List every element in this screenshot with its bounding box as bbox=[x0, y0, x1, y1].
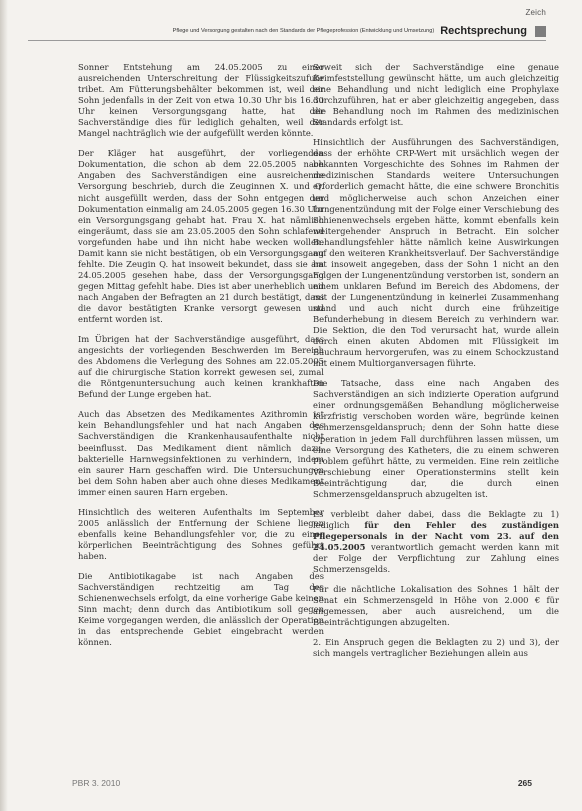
journal-issue: PBR 3. 2010 bbox=[72, 778, 121, 788]
emphasis-text: für den Fehler des zuständigen Pflegepersonals in der Nacht vom 23. auf den 24.05.2005 bbox=[313, 519, 559, 552]
paragraph: Für die nächtliche Lokalisation des Sohnes 1 hält der Senat ein Schmerzensgeld in Höhe von 2.000 € für angemessen, aber auch ausreichend, um die Beeinträchtigungen abzugelten. bbox=[313, 584, 559, 628]
paragraph-lead: Es verbleibt daher dabei, dass die Beklagte zu 1) lediglich bbox=[313, 508, 559, 530]
page-header bbox=[28, 22, 546, 41]
top-note: Zeich bbox=[525, 8, 546, 17]
scan-shadow bbox=[0, 0, 8, 811]
section-marker-block bbox=[535, 26, 546, 37]
paragraph: Soweit sich der Sachverständige eine genaue Keimfeststellung gewünscht hätte, um auch gleichzeitig eine Behandlung und nicht lediglich eine Prophylaxe durchzuführen, hat er aber gleichzeitig angegeben, dass die Behandlung noch im Rahmen des medizinischen Standards erfolgt ist. bbox=[313, 62, 559, 128]
paragraph: Sonner Entstehung am 24.05.2005 zu einer ausreichenden Unterschreitung der Flüssigkeitszufuhr tribet. Am Fütterungsbehälter bekommen ist, weil der Sohn jedenfalls in der Zeit von etwa 10.30 Uhr bis 16.30 Uhr keinen Versorgungsgang hatte, hat der Sachverständige dies für lediglich gehalten, weil der Mangel nachträglich wie der aufgefüllt werden könnte. bbox=[78, 62, 324, 139]
running-head: Pflege und Versorgung gestalten nach den Standards der Pflegeprofession (Entwicklung und Umsetzung) bbox=[172, 28, 435, 34]
paragraph: Im Übrigen hat der Sachverständige ausgeführt, dass angesichts der vorliegenden Beschwerden im Bereich des Abdomens die Verlegung des Sohnes am 22.05.2005 auf die chirurgische Station korrekt gewesen sei, zumal die Röntgenuntersuchung auch keinen krankhaften Befund der Lunge ergeben hat. bbox=[78, 334, 324, 400]
paragraph: Auch das Absetzen des Medikamentes Azithromin ist kein Behandlungsfehler und hat nach Angaben des Sachverständigen die Krankenhausaufenthalte nicht beeinflusst. Das Medikament dient nämlich dazu, bakterielle Harnwegsinfektionen zu verhindern, indem ein saurer Harn geschaffen wird. Die Untersuchungen bei dem Sohn haben aber auch ohne dieses Medikament immer einen sauren Harn ergeben. bbox=[78, 409, 324, 497]
paragraph: Hinsichtlich der Ausführungen des Sachverständigen, dass der erhöhte CRP-Wert mit ursächlich wegen der bekannten Vorgeschichte des Sohnes im Rahmen der medizinischen Standards weitere Untersuchungen erforderlich gemacht hätte, die eine schwere Bronchitis und möglicherweise auch schon Anzeichen einer Lungenentzündung mit der Folge einer Verschiebung des Schienenwechsels ergeben hätte, kommt ebenfalls kein weitergehender Anspruch in Betracht. Ein solcher Behandlungsfehler hätte nämlich keine Auswirkungen auf den weiteren Krankheitsverlauf. Der Sachverständige hat insoweit angegeben, dass der Sohn 1 nicht an den Folgen der Lungenentzündung verstorben ist, sondern an einem unklaren Befund im Bereich des Abdomens, der mit der Lungenentzündung in keinerlei Zusammenhang stand und auch nicht durch eine frühzeitige Befunderhebung in diesem Bereich zu verhindern war. Die Sektion, die den Tod verursacht hat, wurde allein durch einen akuten Abdomen mit Flüssigkeit im Bauchraum hervorgerufen, was zu einem Schockzustand mit einem Multiorganversagen führte. bbox=[313, 137, 559, 369]
paragraph: Die Tatsache, dass eine nach Angaben des Sachverständigen an sich indizierte Operation aufgrund einer ordnungsgemäßen Behandlung möglicherweise kurzfristig verschoben worden wäre, begründe keinen Schmerzensgeldanspruch; denn der Sohn hatte diese Operation in jedem Fall durchführen lassen müssen, um eine Versorgung des Katheters, die zu einem schweren Problem geführt hätte, zu vermeiden. Eine rein zeitliche Verschiebung einer Operationstermins stellt kein Beeinträchtigung dar, die durch einen Schmerzensgeldanspruch abzugelten ist. bbox=[313, 378, 559, 499]
paragraph: 2. Ein Anspruch gegen die Beklagten zu 2) und 3), der sich mangels vertraglicher Beziehungen allein aus bbox=[313, 637, 559, 659]
section-title: Rechtsprechung bbox=[440, 25, 527, 37]
paragraph: Hinsichtlich des weiteren Aufenthalts im September 2005 anlässlich der Entfernung der Schiene liegen ebenfalls keine Behandlungsfehler vor, die zu einer körperlichen Beeinträchtigung des Sohnes geführt haben. bbox=[78, 506, 324, 561]
paragraph: Die Antibiotikagabe ist nach Angaben des Sachverständigen rechtzeitig am Tag des Schienenwechsels erfolgt, da eine vorherige Gabe keinen Sinn macht; denn durch das Antibiotikum soll gegen Keime vorgegangen werden, die anlässlich der Operation in das entsprechende Gebiet eingebracht werden können. bbox=[78, 570, 324, 648]
page-footer bbox=[72, 778, 532, 788]
left-column bbox=[78, 62, 324, 648]
page-number: 265 bbox=[517, 778, 532, 788]
right-column bbox=[313, 62, 559, 659]
paragraph-tail: verantwortlich gemacht werden kann mit der Folge der Verpflichtung zur Zahlung eines Schmerzensgelds. bbox=[313, 541, 559, 575]
paragraph-with-emphasis bbox=[313, 509, 559, 575]
paragraph: Der Kläger hat ausgeführt, der vorliegenden Dokumentation, die schon ab dem 22.05.2005 nach Angaben des Sachverständigen eine ausreichende Versorgung beschrieb, durch die Zeuginnen X. und Q. nicht ausgefüllt werden, dass der Sohn entgegen der Dokumentation einmalig am 24.05.2005 gegen 16.30 Uhr ein Versorgungsgang gehabt hat. Frau X. hat nämlich eingeräumt, dass sie am 23.05.2005 den Sohn schlafend vorgefunden habe und ihn nicht habe wecken wollen. Damit kann sie nicht bestätigen, ob ein Versorgungsgang fehlte. Die Zeugin Q. hat insoweit bekundet, dass sie am 24.05.2005 gesehen habe, dass der Versorgungsgang gegen Mittag gefehlt habe. Dies ist aber unerheblich und nach Angaben der Befragten an 21 durch bestätigt, dass die davor bestätigten Kranke versorgt gewesen und entfernt worden ist. bbox=[78, 148, 324, 325]
